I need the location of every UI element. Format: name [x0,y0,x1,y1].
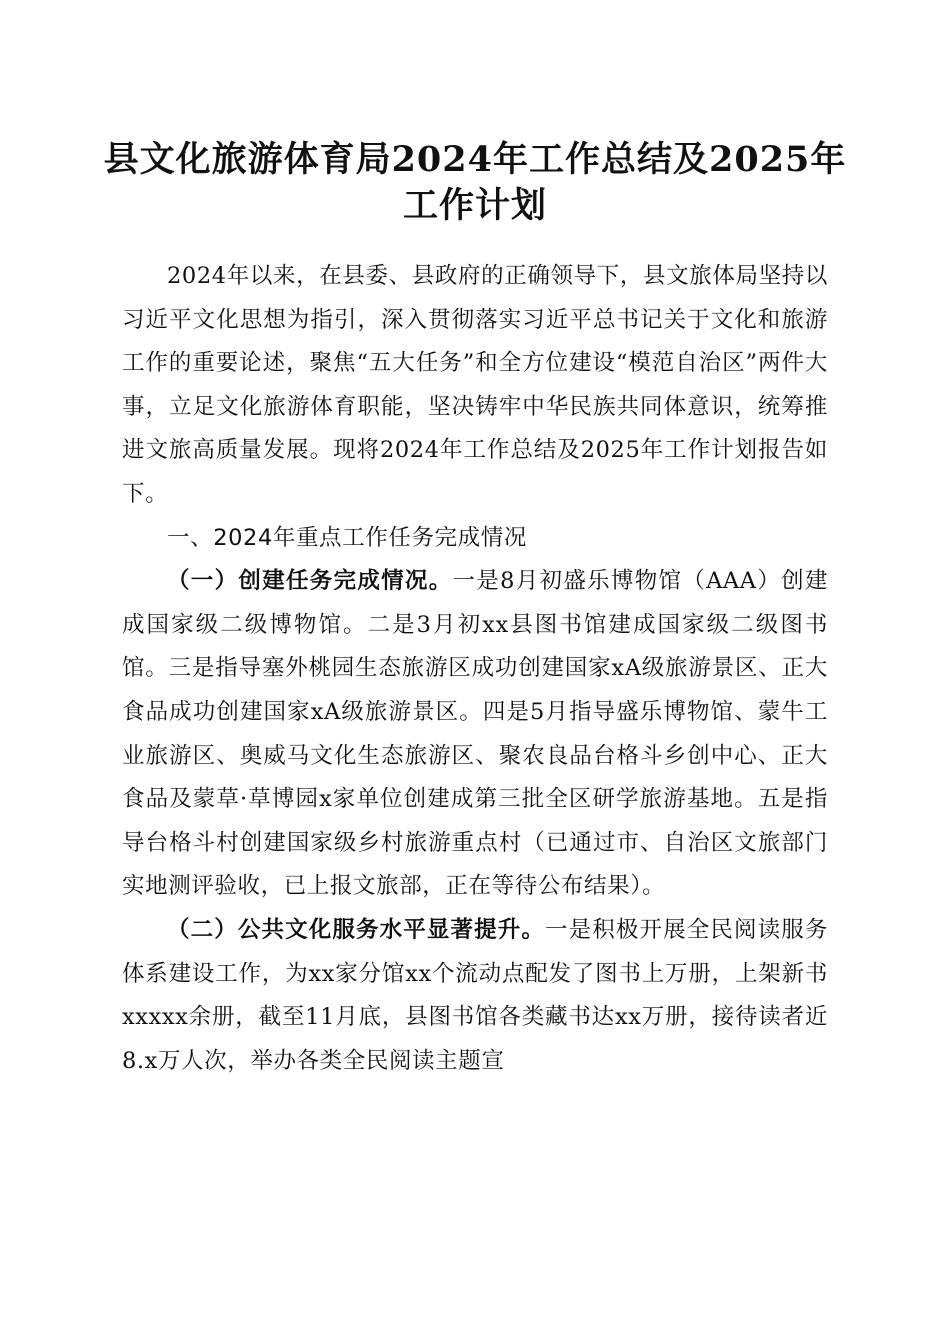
document-body [122,255,828,1083]
subsection-2-body: 一是积极开展全民阅读服务体系建设工作，为xx家分馆xx个流动点配发了图书上万册，上架新书xxxxx余册，截至11月底，县图书馆各类藏书达xx万册，接待读者近8.x万人次，举办各类全民阅读主题宣 [122,916,828,1074]
document-title-line-2: 工作计划 [402,185,547,226]
subsection-2-lead: （二）公共文化服务水平显著提升。 [167,916,546,943]
subsection-1-lead: （一）创建任务完成情况。 [167,568,453,595]
subsection-1-paragraph [122,560,828,909]
intro-paragraph: 2024年以来，在县委、县政府的正确领导下，县文旅体局坚持以习近平文化思想为指引，深入贯彻落实习近平总书记关于文化和旅游工作的重要论述，聚焦“五大任务”和全方位建设“模范自治区”两件大事，立足文化旅游体育职能，坚决铸牢中华民族共同体意识，统筹推进文旅高质量发展。现将2024年工作总结及2025年工作计划报告如下。 [122,263,828,507]
document-title-line-1: 县文化旅游体育局2024年工作总结及2025年 [103,139,847,180]
subsection-2-paragraph [122,909,828,1083]
section-heading: 一、2024年重点工作任务完成情况 [167,524,527,551]
subsection-1-body: 一是8月初盛乐博物馆（AAA）创建成国家级二级博物馆。二是3月初xx县图书馆建成国家级二级图书馆。三是指导塞外桃园生态旅游区成功创建国家xA级旅游景区、正大食品成功创建国家xA级旅游景区。四是5月指导盛乐博物馆、蒙牛工业旅游区、奥威马文化生态旅游区、聚农良品台格斗乡创中心、正大食品及蒙草·草博园x家单位创建成第三批全区研学旅游基地。五是指导台格斗村创建国家级乡村旅游重点村（已通过市、自治区文旅部门实地测评验收，已上报文旅部，正在等待公布结果）。 [122,568,829,900]
